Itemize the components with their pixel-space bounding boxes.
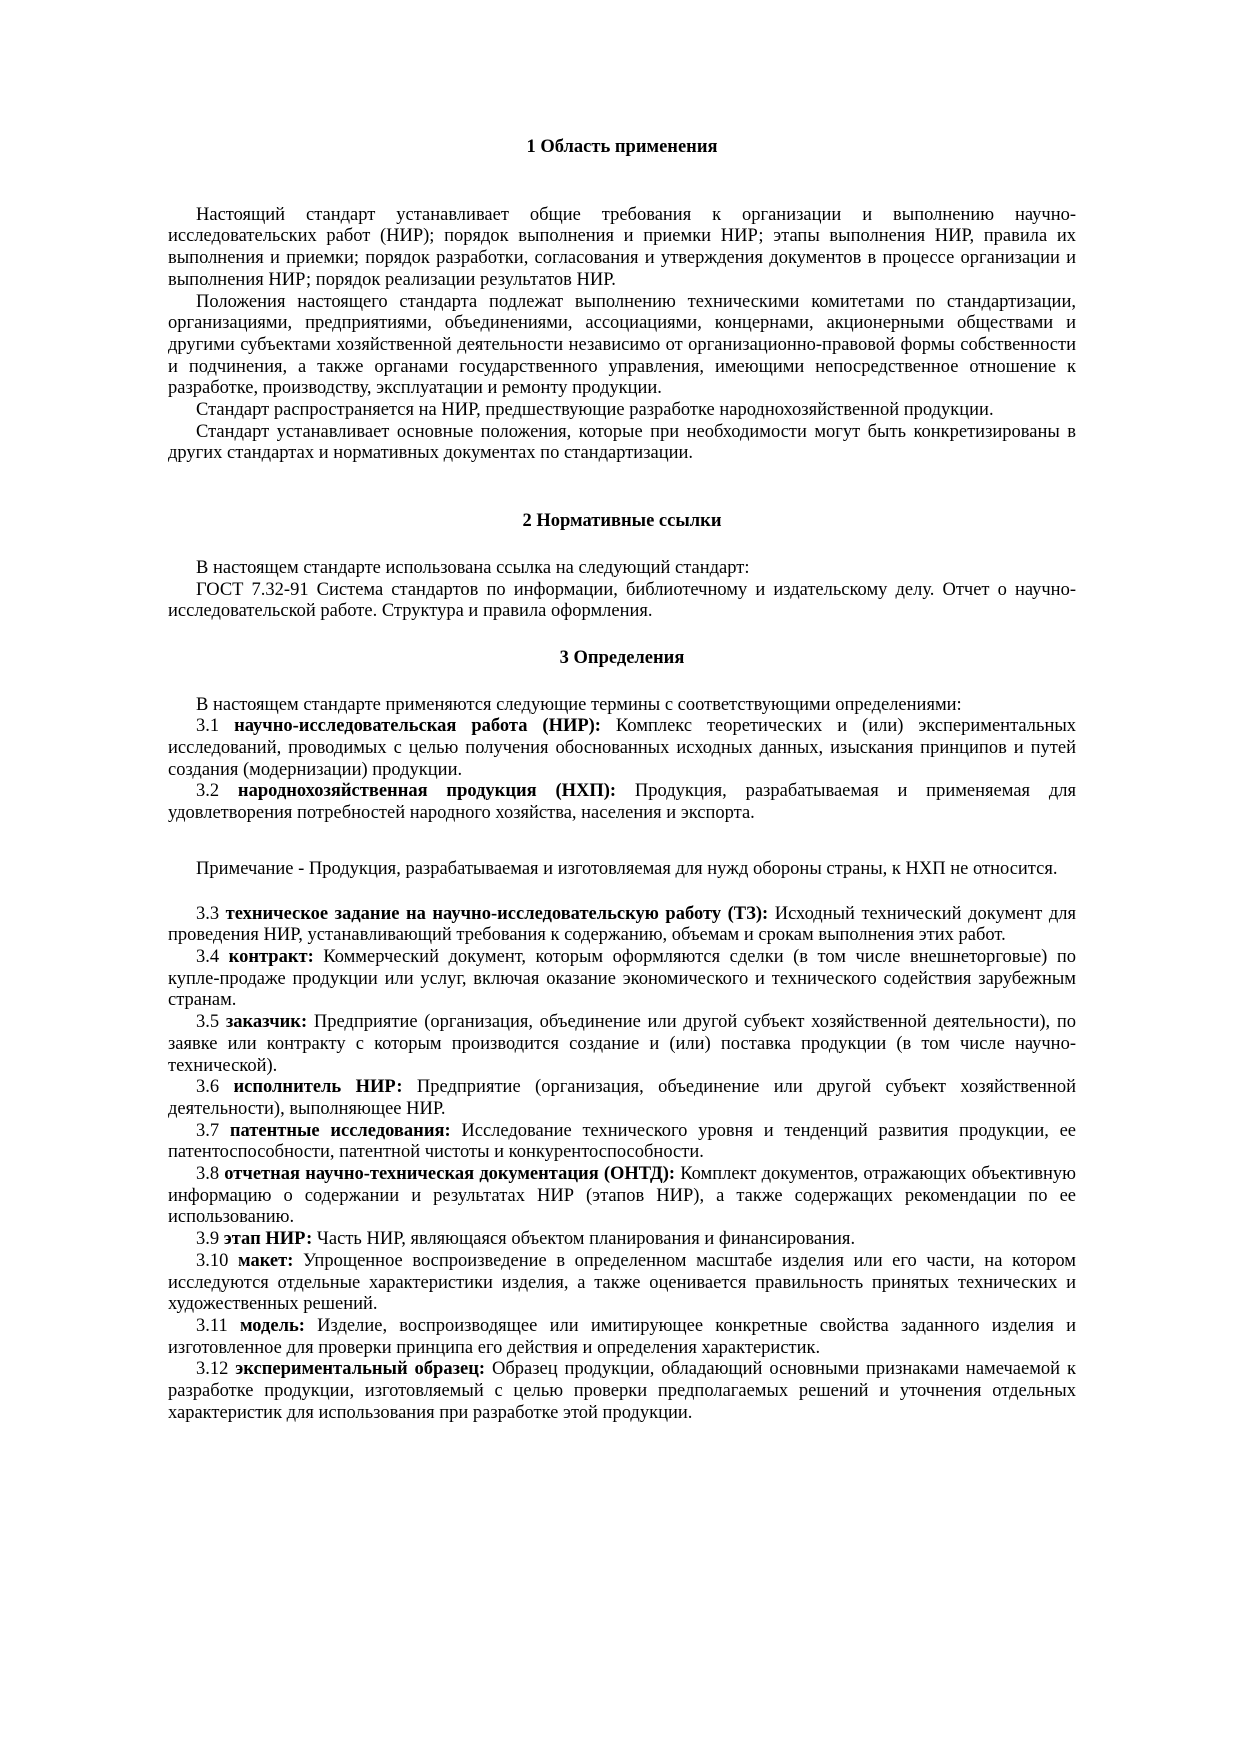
- definition-number: 3.12: [196, 1359, 229, 1380]
- definition-term: контракт:: [228, 946, 314, 967]
- paragraph-references-2: ГОСТ 7.32-91 Система стандартов по информации, библиотечному и издательскому делу. Отчет о научно-исследовательской работе. Структура и правила оформления.: [168, 579, 1076, 622]
- paragraph-scope-3: Стандарт распространяется на НИР, предшествующие разработке народнохозяйственной продукции.: [196, 400, 994, 421]
- section-heading-definitions: 3 Определения: [559, 647, 685, 668]
- definition-item-3-4: [168, 947, 1076, 1012]
- definition-number: 3.7: [196, 1120, 220, 1141]
- definition-term: техническое задание на научно-исследовательскую работу (ТЗ):: [225, 903, 769, 924]
- definition-item-3-1: [168, 716, 1076, 781]
- section-heading-scope: 1 Область применения: [526, 137, 718, 157]
- definition-number: 3.8: [196, 1164, 220, 1185]
- definition-item-3-3: [168, 904, 1076, 947]
- definition-term: отчетная научно-техническая документация (ОНТД):: [224, 1164, 676, 1185]
- definition-term: макет:: [237, 1250, 294, 1271]
- note-paragraph: Примечание - Продукция, разрабатываемая и изготовляемая для нужд обороны страны, к НХП не относится.: [196, 858, 1058, 879]
- definition-body: Изделие, воспроизводящее или имитирующее конкретные свойства заданного изделия и изготовленное для проверки принципа его действия и определения характеристик.: [168, 1315, 1077, 1358]
- paragraph-scope-1: Настоящий стандарт устанавливает общие требования к организации и выполнению научно-исследовательских работ (НИР); порядок выполнения и приемки НИР; этапы выполнения НИР, правила их выполнения и приемки; порядок разработки, согласования и утверждения документов в процессе организации и выполнения НИР; порядок реализации результатов НИР.: [168, 204, 1076, 290]
- definition-number: 3.10: [196, 1250, 229, 1271]
- definition-number: 3.5: [196, 1012, 220, 1033]
- definition-item-3-6: [168, 1077, 1076, 1120]
- paragraph-scope-4: Стандарт устанавливает основные положения, которые при необходимости могут быть конкретизированы в других стандартах и нормативных документах по стандартизации.: [168, 421, 1076, 464]
- definition-item-3-12: [168, 1359, 1076, 1424]
- definition-body: Предприятие (организация, объединение или другой субъект хозяйственной деятельности), выполняющее НИР.: [168, 1077, 1076, 1119]
- definition-body: Упрощенное воспроизведение в определенном масштабе изделия или его части, на котором исследуются отдельные характеристики изделия, а также оценивается правильность принятых технических и художественных решений.: [168, 1250, 1076, 1315]
- definition-number: 3.11: [196, 1315, 228, 1336]
- definition-term: патентные исследования:: [229, 1120, 451, 1141]
- definition-term: заказчик:: [225, 1012, 308, 1033]
- definition-body: Образец продукции, обладающий основными признаками намечаемой к разработке продукции, изготовляемый с целью проверки предполагаемых решений и уточнения отдельных характеристик для использования при разработке этой продукции.: [168, 1359, 1076, 1423]
- definition-term: модель:: [239, 1315, 305, 1336]
- definition-item-3-2: [168, 781, 1076, 824]
- definition-body: Продукция, разрабатываемая и применяемая для удовлетворения потребностей народного хозяйства, населения и экспорта.: [168, 781, 1077, 824]
- definition-body: Комплект документов, отражающих объективную информацию о содержании и результатах НИР (этапов НИР), а также содержащих рекомендации по ее использованию.: [168, 1164, 1076, 1228]
- definition-body: Исходный технический документ для проведения НИР, устанавливающий требования к содержанию, объемам и срокам выполнения этих работ.: [168, 903, 1077, 946]
- definition-body: Исследование технического уровня и тенденций развития продукции, ее патентоспособности, патентной чистоты и конкурентоспособности.: [168, 1120, 1077, 1163]
- definition-item-3-9: [168, 1229, 1076, 1251]
- definition-item-3-10: [168, 1251, 1076, 1316]
- definition-item-3-7: [168, 1121, 1076, 1164]
- definition-term: народнохозяйственная продукция (НХП):: [237, 781, 617, 802]
- definition-term: этап НИР:: [223, 1229, 313, 1250]
- definition-number: 3.2: [196, 781, 220, 802]
- definition-body: Часть НИР, являющаяся объектом планирования и финансирования.: [316, 1229, 856, 1250]
- definition-number: 3.6: [196, 1077, 220, 1098]
- paragraph-scope-2: Положения настоящего стандарта подлежат выполнению техническими комитетами по стандартизации, организациями, предприятиями, объединениями, ассоциациями, концернами, акционерными обществами и другими субъектами хозяйственной деятельности независимо от организационно-правовой формы собственности и подчинения, а также органами государственного управления, имеющими непосредственное отношение к разработке, производству, эксплуатации и ремонту продукции.: [168, 291, 1076, 399]
- paragraph-definitions-intro: В настоящем стандарте применяются следующие термины с соответствующими определениями:: [196, 694, 962, 715]
- paragraph-references-1: В настоящем стандарте использована ссылка на следующий стандарт:: [196, 557, 750, 578]
- definition-term: научно-исследовательская работа (НИР):: [234, 716, 601, 737]
- definition-term: экспериментальный образец:: [235, 1359, 486, 1380]
- definition-body: Предприятие (организация, объединение или другой субъект хозяйственной деятельности), по заявке или контракту с которым производится создание и (или) поставка продукции (в том числе научно-технической).: [168, 1012, 1076, 1076]
- definition-item-3-8: [168, 1164, 1076, 1229]
- definition-body: Коммерческий документ, которым оформляются сделки (в том числе внешнеторговые) по купле-продаже продукции или услуг, включая оказание экономического и технического содействия зарубежным странам.: [168, 946, 1077, 1011]
- definition-number: 3.9: [196, 1229, 220, 1250]
- definition-number: 3.1: [196, 716, 220, 737]
- definition-body: Комплекс теоретических и (или) экспериментальных исследований, проводимых с целью получения обоснованных исходных данных, изыскания принципов и путей создания (модернизации) продукции.: [168, 716, 1077, 780]
- definition-term: исполнитель НИР:: [233, 1077, 403, 1098]
- definition-item-3-11: [168, 1316, 1076, 1359]
- definition-number: 3.4: [196, 946, 220, 967]
- definition-number: 3.3: [196, 903, 220, 924]
- section-heading-references: 2 Нормативные ссылки: [522, 511, 722, 532]
- definition-item-3-5: [168, 1012, 1076, 1077]
